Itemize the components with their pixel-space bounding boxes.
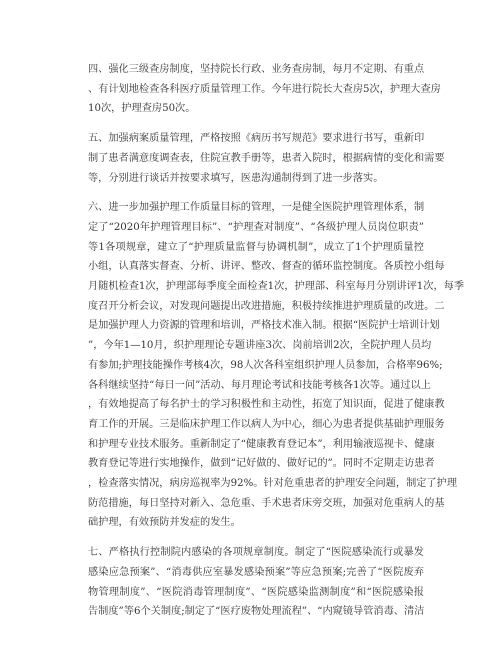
text-line: 感染应急预案”、“消毒供应室暴发感染预案”等应急预案;完善了“医院废弃	[88, 566, 424, 578]
text-line: 、有计划地检查各科医疗质量管理工作。今年进行院长大查房5次，护理大查房	[88, 83, 441, 95]
document-body	[88, 60, 465, 632]
text-line: 10次，护理查房50次。	[88, 103, 196, 115]
text-line: 六、进一步加强护理工作质量目标的管理，一是健全医院护理管理体系，制	[88, 202, 425, 214]
text-line: 小组，认真落实督查、分析、讲评、整改、督查的循环监控制度。各质控小组每	[88, 261, 445, 273]
text-line: 是加强护理人力资源的管理和培训，严格技术准入制。根据“医院护士培训计划	[88, 320, 440, 332]
text-line: 教育登记等进行实地操作，做到“记好做的、做好记的”。同时不定期走访患者	[88, 458, 435, 470]
paragraph-five	[88, 129, 445, 188]
text-line: 各科继续坚持“每日一问”活动、每月理论考试和技能考核各1次等。通过以上	[88, 379, 431, 391]
text-line: 育工作的开展。三是临床护理工作以病人为中心，细心为患者提供基础护理服务	[88, 418, 445, 430]
text-line: 五、加强病案质量管理，严格按照《病历书写规范》要求进行书写，重新印	[88, 133, 425, 145]
paragraph-four	[88, 60, 441, 119]
text-line: ”，今年1—10月，织护理理论专题讲座3次、岗前培训2次，全院护理人员均	[88, 340, 432, 352]
text-line: 七、严格执行控制院内感染的各项规章制度。制定了“医院感染流行或暴发	[88, 547, 424, 559]
text-line: ，检查落实情况，病房巡视率为92%。针对危重患者的护理安全问题，制定了护理	[88, 478, 458, 490]
paragraph-six	[88, 198, 465, 533]
text-line: 四、强化三级查房制度，坚持院长行政、业务查房制，每月不定期、有重点	[88, 64, 425, 75]
text-line: 等1各项规章，建立了“护理质量监督与协调机制”，成立了1个护理质量控	[88, 241, 424, 253]
text-line: 等，分别进行谈话并按要求填写，医患沟通制得到了进一步落实。	[88, 172, 384, 184]
text-line: 有参加;护理技能操作考核4次，98人次各科室组织护理人员参加，合格率96%;	[88, 359, 443, 371]
text-line: 础护理，有效预防并发症的发生。	[88, 517, 241, 529]
text-line: 和护理专业技术服务。重新制定了“健康教育登记本”，利用输液巡视卡、健康	[88, 438, 435, 450]
paragraph-seven	[88, 543, 424, 622]
text-line: 月随机检查1次，护理部每季度全面检查1次，护理部、科室每月分别讲评1次，每季	[88, 281, 465, 293]
text-line: ，有效地提高了每名护士的学习积极性和主动性，拓宽了知识面，促进了健康教	[88, 399, 445, 411]
text-line: 物管理制度”、“医院消毒管理制度”、“医院感染监测制度”和“医院感染报	[88, 586, 424, 598]
text-line: 定了“2020年护理管理目标”、“护理查对制度”、“各级护理人员岗位职责”	[88, 221, 424, 233]
text-line: 防范措施，每日坚持对新入、急危重、手术患者床旁交班，加强对危重病人的基	[88, 497, 445, 509]
text-line: 度召开分析会议，对发现问题提出改进措施，积极持续推进护理质量的改进。二	[88, 300, 445, 312]
text-line: 制了患者满意度调查表，住院宣教手册等，患者入院时，根据病情的变化和需要	[88, 152, 445, 164]
text-line: 告制度”等6个关制度;制定了“医疗废物处理流程”、“内窥镜导管消毒、清洁	[88, 606, 425, 618]
